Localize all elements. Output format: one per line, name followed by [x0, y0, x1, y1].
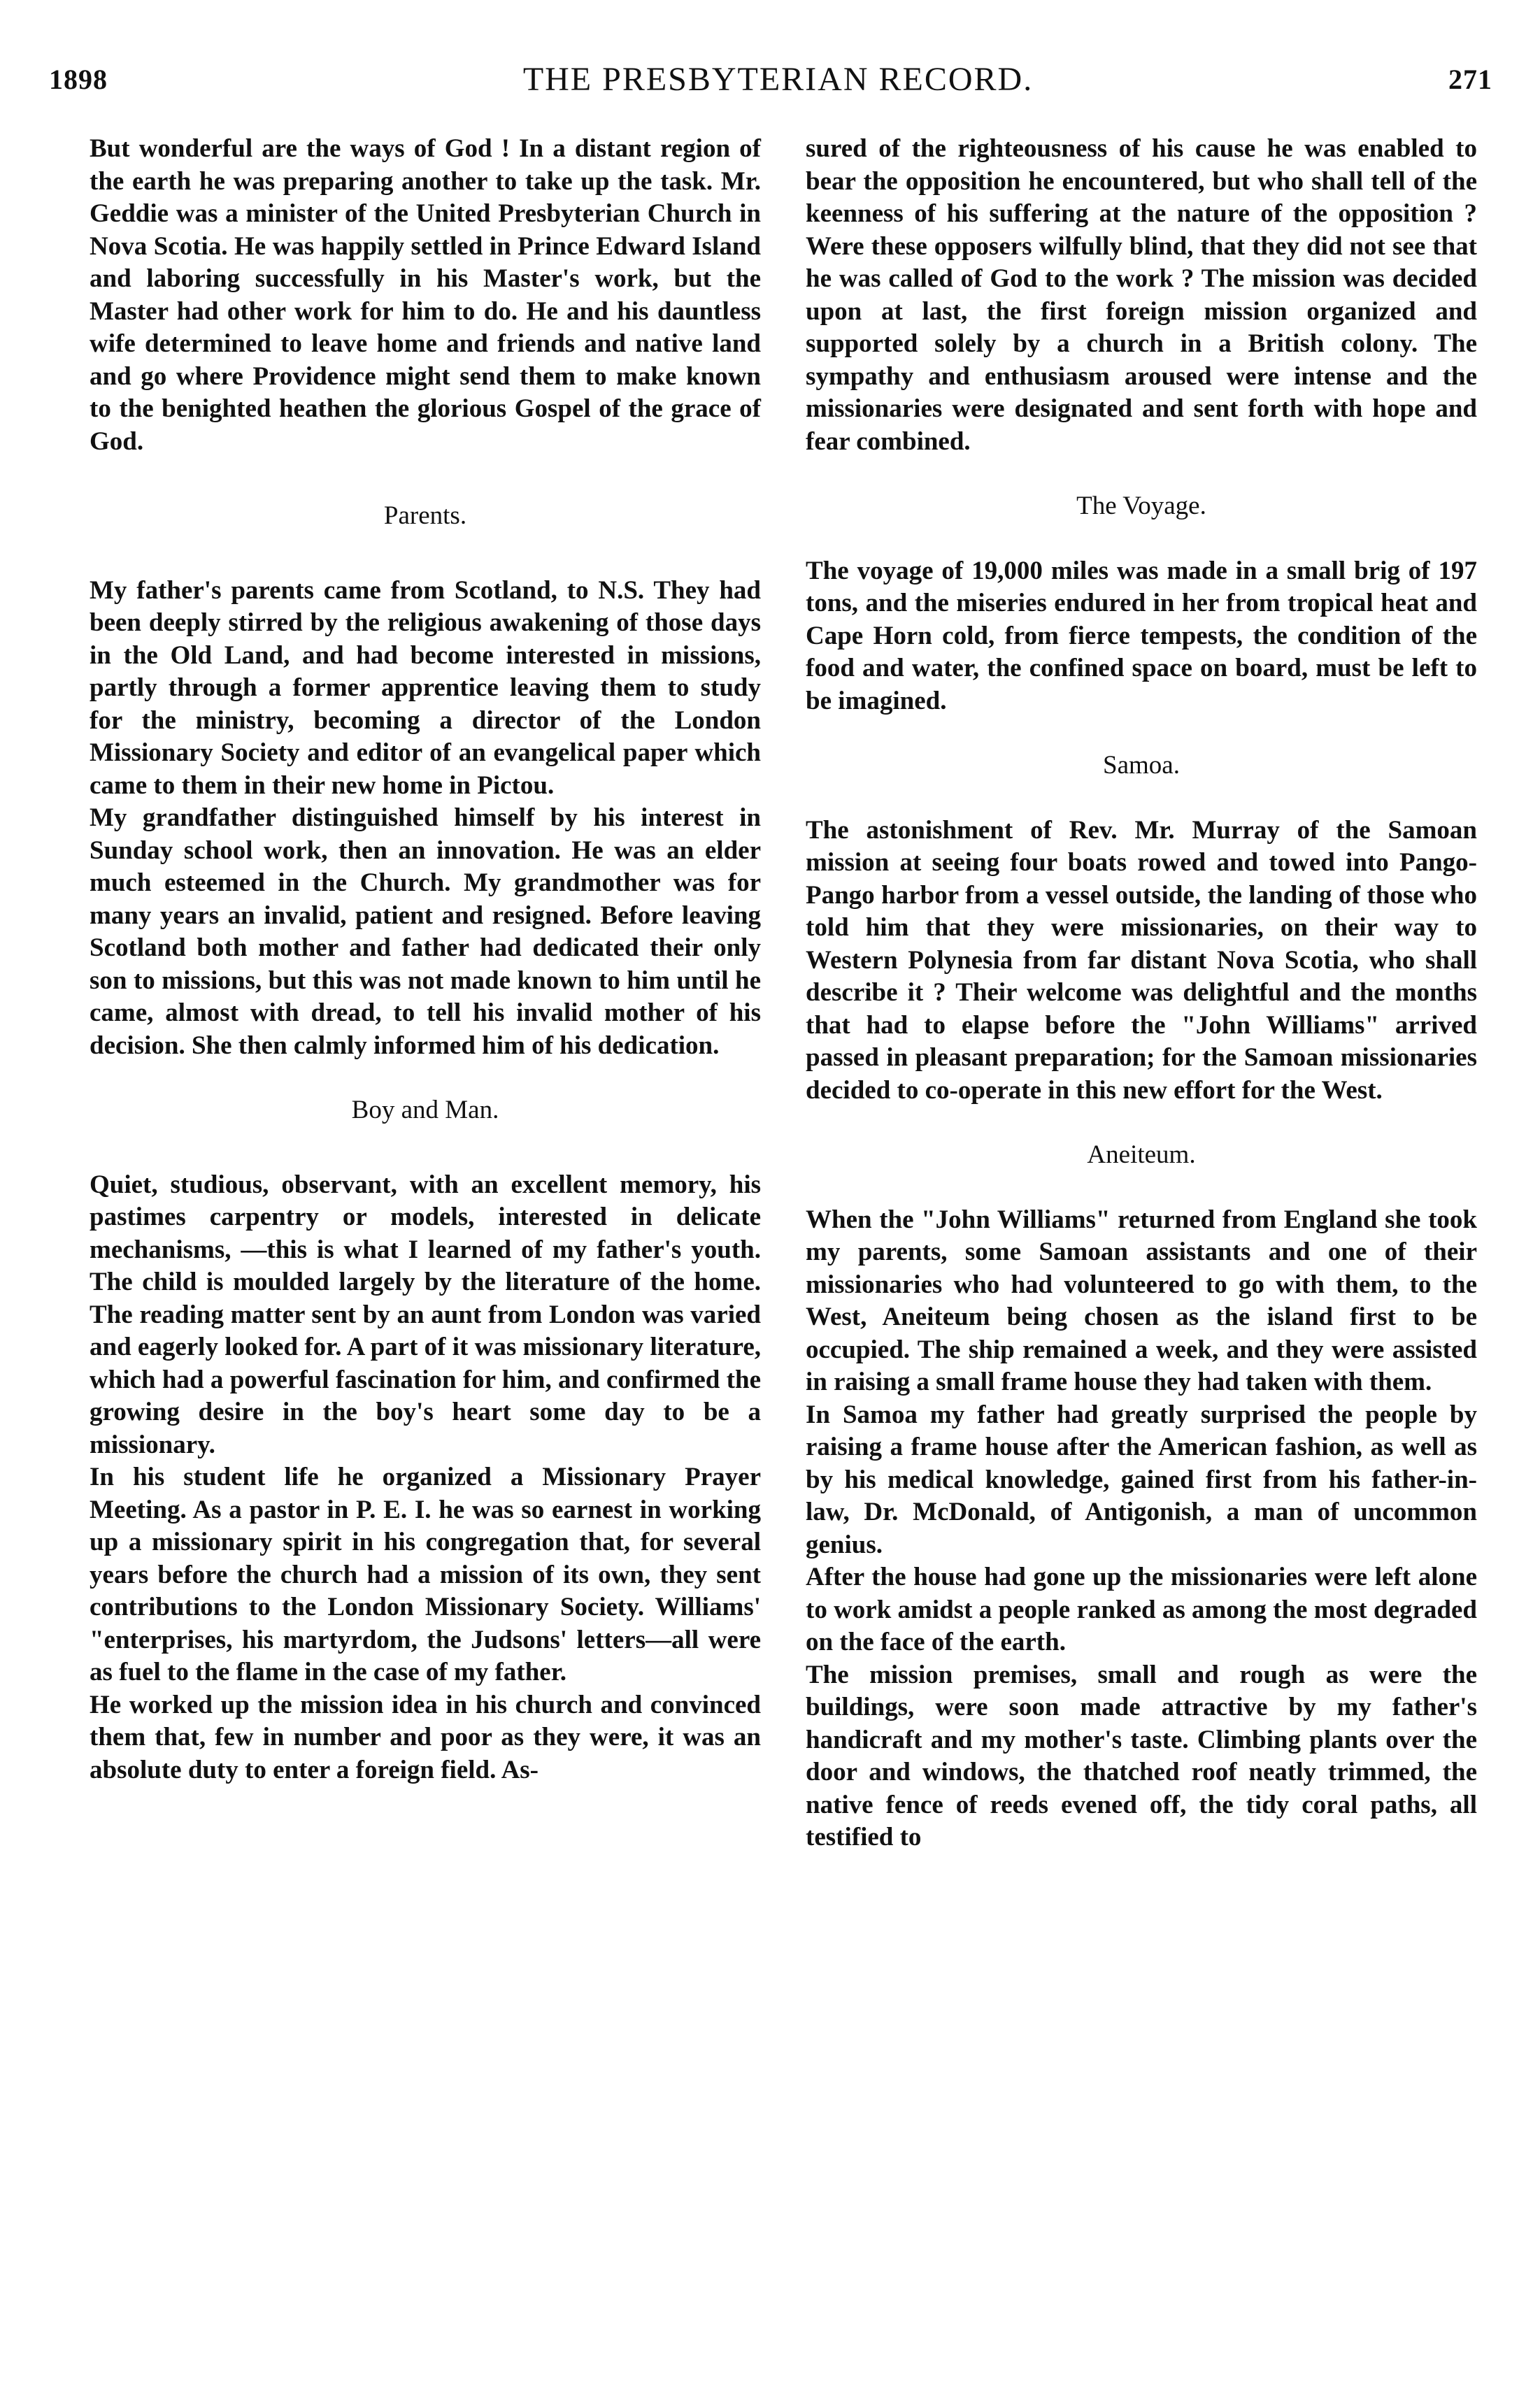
header-page-number: 271 [1448, 63, 1492, 95]
left-paragraph-2: My father's parents came from Scotland, to N.S. They had been deeply stirred by the religious awakening of those days in the Old Land, and had become interested in missions, partly through a former apprentice leaving them to study for the ministry, becoming a director of the London Missionary Society and editor of an evangelical paper which came to them in their new home in Pictou. [90, 575, 761, 800]
header-year: 1898 [49, 63, 108, 95]
right-paragraph-5: In Samoa my father had greatly surprised the people by raising a frame house after the American fashion, as well as by his medical knowledge, gained first from his father-in-law, Dr. McDonald, of Antigonish, a man of uncommon genius. [806, 1400, 1477, 1559]
heading-aneiteum: Aneiteum. [1087, 1140, 1196, 1169]
header-title: THE PRESBYTERIAN RECORD. [522, 60, 1034, 98]
right-paragraph-1: sured of the righteousness of his cause he was enabled to bear the opposition he encountered, but who shall tell of the keenness of his suffering at the nature of the opposition ? Were these opposers wilfully blind, that they did not see that he was called of God to the work ? The mission was decided upon at last, the first foreign mission organized and supported solely by a church in a British colony. The sympathy and enthusiasm aroused were intense and the missionaries were designated and sent forth with hope and fear combined. [806, 134, 1477, 456]
heading-parents: Parents. [383, 501, 467, 530]
right-column [806, 133, 1477, 1854]
right-paragraph-4: When the "John Williams" returned from England she took my parents, some Samoan assistants and one of their missionaries who had volunteered to go with them, to the West, Aneiteum being chosen as the island first to be occupied. The ship remained a week, and they were assisted in raising a small frame house they had taken with them. [806, 1205, 1477, 1396]
right-paragraph-7: The mission premises, small and rough as were the buildings, were soon made attractive by my father's handicraft and my mother's taste. Climbing plants over the door and windows, the thatched roof neatly trimmed, the native fence of reeds evened off, the tidy coral paths, all testified to [806, 1660, 1477, 1851]
heading-the-voyage: The Voyage. [1076, 492, 1206, 520]
heading-samoa: Samoa. [1103, 751, 1180, 780]
heading-boy-and-man: Boy and Man. [351, 1096, 499, 1124]
left-column [90, 133, 761, 1786]
left-paragraph-4: Quiet, studious, observant, with an excellent memory, his pastimes carpentry or models, interested in delicate mechanisms, —this is what I learned of my father's youth. The child is moulded largely by the literature of the home. The reading matter sent by an aunt from London was varied and eagerly looked for. A part of it was missionary literature, which had a powerful fascination for him, and confirmed the growing desire in the boy's heart some day to be a missionary. [90, 1170, 761, 1459]
left-paragraph-5: In his student life he organized a Missionary Prayer Meeting. As a pastor in P. E. I. he was so earnest in working up a missionary spirit in his congregation that, for several years before the church had a mission of its own, they sent contributions to the London Missionary Society. Williams' "enterprises, his martyrdom, the Judsons' letters—all were as fuel to the flame in the case of my father. [90, 1463, 761, 1686]
left-paragraph-1: But wonderful are the ways of God ! In a distant region of the earth he was preparing another to take up the task. Mr. Geddie was a minister of the United Presbyterian Church in Nova Scotia. He was happily settled in Prince Edward Island and laboring successfully in his Master's work, but the Master had other work for him to do. He and his dauntless wife determined to leave home and friends and native land and go where Providence might send them to make known to the benighted heathen the glorious Gospel of the grace of God. [90, 134, 761, 456]
right-paragraph-2: The voyage of 19,000 miles was made in a small brig of 197 tons, and the miseries endured in her from tropical heat and Cape Horn cold, from fierce tempests, the condition of the food and water, the confined space on board, must be left to be imagined. [806, 556, 1477, 715]
left-paragraph-3: My grandfather distinguished himself by his interest in Sunday school work, then an innovation. He was an elder much esteemed in the Church. My grandmother was for many years an invalid, patient and resigned. Before leaving Scotland both mother and father had dedicated their only son to missions, but this was not made known to him until he came, almost with dread, to tell his invalid mother of his decision. She then calmly informed him of his dedication. [90, 803, 761, 1060]
left-paragraph-6: He worked up the mission idea in his church and convinced them that, few in number and poor as they were, it was an absolute duty to enter a foreign field. As- [90, 1690, 761, 1784]
right-paragraph-3: The astonishment of Rev. Mr. Murray of the Samoan mission at seeing four boats rowed and towed into Pango-Pango harbor from a vessel outside, the landing of those who told him that they were missionaries, on their way to Western Polynesia from far distant Nova Scotia, who shall describe it ? Their welcome was delightful and the months that had to elapse before the "John Williams" arrived passed in pleasant preparation; for the Samoan missionaries decided to co-operate in this new effort for the West. [806, 815, 1477, 1105]
page-header [49, 49, 1492, 109]
right-paragraph-6: After the house had gone up the missionaries were left alone to work amidst a people ranked as among the most degraded on the face of the earth. [806, 1563, 1477, 1656]
